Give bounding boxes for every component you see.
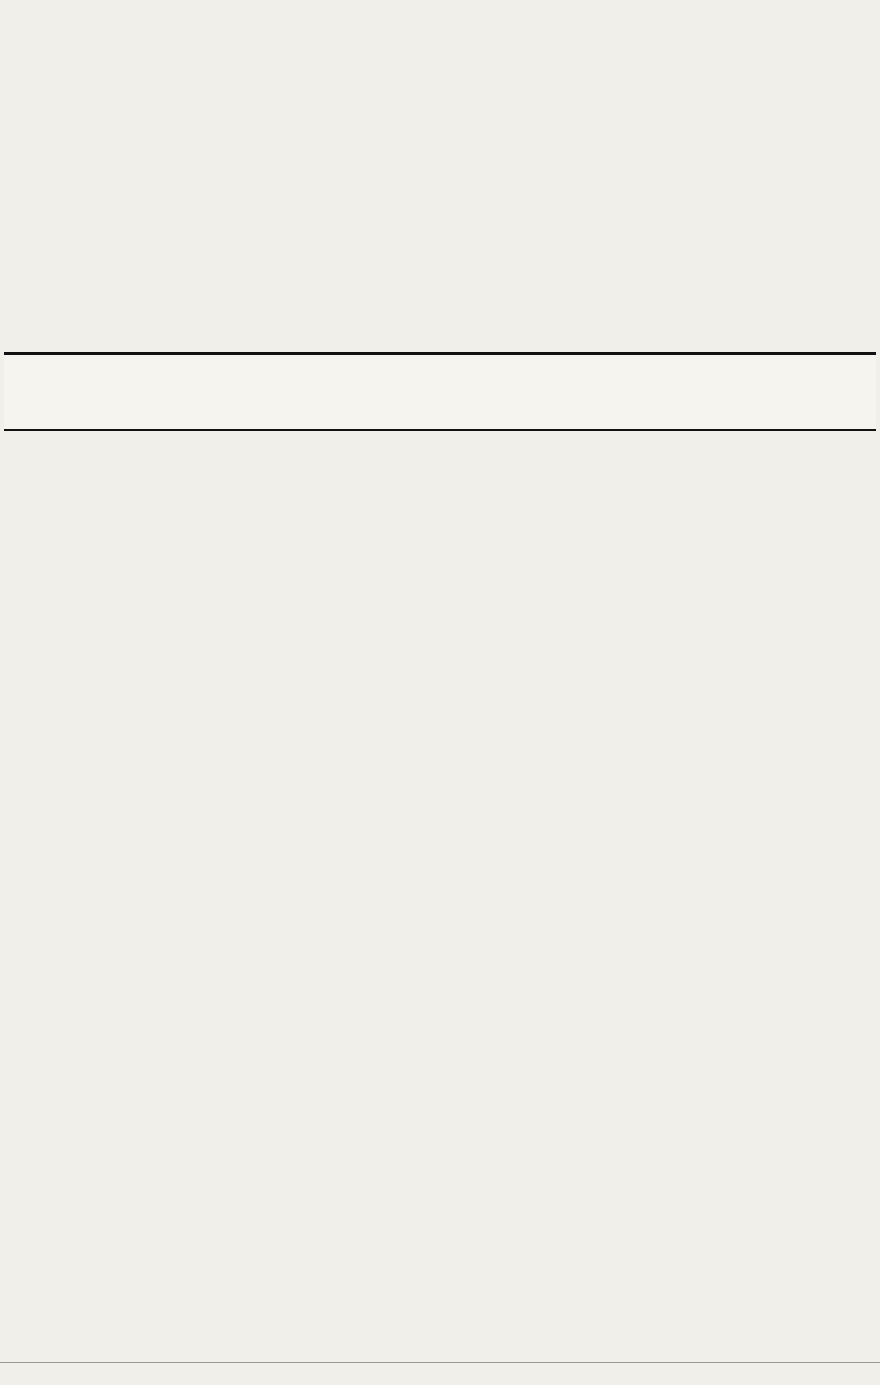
- help-wanted-section: [4, 20, 876, 350]
- folio-line: [6, 2, 874, 18]
- home-service-guide-banner: [4, 352, 876, 431]
- service-guide-section: [4, 430, 876, 1360]
- page-footer: [0, 1362, 880, 1383]
